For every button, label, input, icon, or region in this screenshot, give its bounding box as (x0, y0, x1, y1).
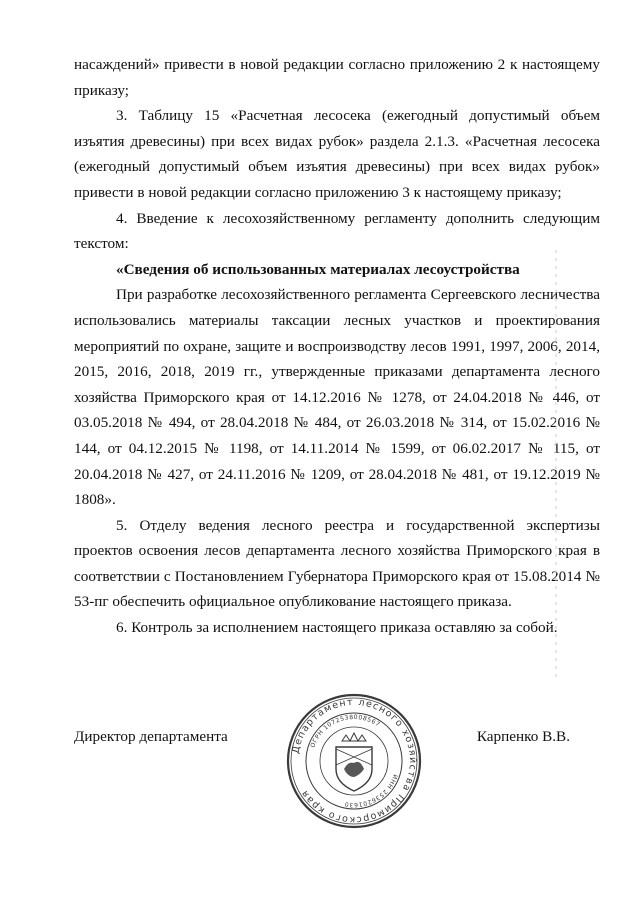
paragraph-item-4: 4. Введение к лесохозяйственному регламенту дополнить следующим текстом: (74, 209, 600, 253)
scan-artifact (555, 250, 557, 680)
paragraph-item-3: 3. Таблицу 15 «Расчетная лесосека (ежегодный допустимый объем изъятия древесины) при всех видах рубок» раздела 2.1.3. «Расчетная лесосека (ежегодный допустимый объем изъятия древесины) при всех видах рубок» привести в новой редакции согласно приложению 3 к настоящему приказу; (74, 107, 600, 201)
paragraph-materials: При разработке лесохозяйственного регламента Сергеевского лесничества использовались материалы таксации лесных участков и проектирования мероприятий по охране, защите и воспроизводству лесов 1991, 1997, 2006, 2014, 2015, 2016, 2018, 2019 гг., утвержденные приказами департамента лесного хозяйства Приморского края от 14.12.2016 № 1278, от 24.04.2018 № 446, от 03.05.2018 № 494, от 28.04.2018 № 484, от 26.03.2018 № 314, от 15.02.2016 № 144, от 04.12.2015 № 1198, от 14.11.2014 № 1599, от 06.02.2017 № 115, от 20.04.2018 № 427, от 24.11.2016 № 1209, от 28.04.2018 № 481, от 19.12.2019 № 1808». (74, 286, 600, 509)
paragraph-continuation: насаждений» привести в новой редакции согласно приложению 2 к настоящему приказу; (74, 56, 600, 99)
signer-name: Карпенко В.В. (476, 728, 570, 745)
stamp-code-text: ОГРН 1072538008567 (309, 713, 382, 749)
paragraph-item-6: 6. Контроль за исполнением настоящего приказа оставляю за собой. (116, 619, 558, 637)
section-heading: «Сведения об использованных материалах лесоустройства (116, 260, 520, 278)
signer-title: Директор департамента (74, 728, 228, 745)
stamp-inn-text: ИНН 2536201630 (343, 773, 399, 809)
official-seal (284, 691, 424, 831)
stamp-outer-text: Департамент лесного хозяйства Приморского края (290, 696, 419, 826)
paragraph-item-5: 5. Отделу ведения лесного реестра и государственной экспертизы проектов освоения лесов департамента лесного хозяйства Приморского края в соответствии с Постановлением Губернатора Приморского края от 15.08.2014 № 53-пг обеспечить официальное опубликование настоящего приказа. (74, 516, 600, 611)
document-body (74, 52, 600, 641)
